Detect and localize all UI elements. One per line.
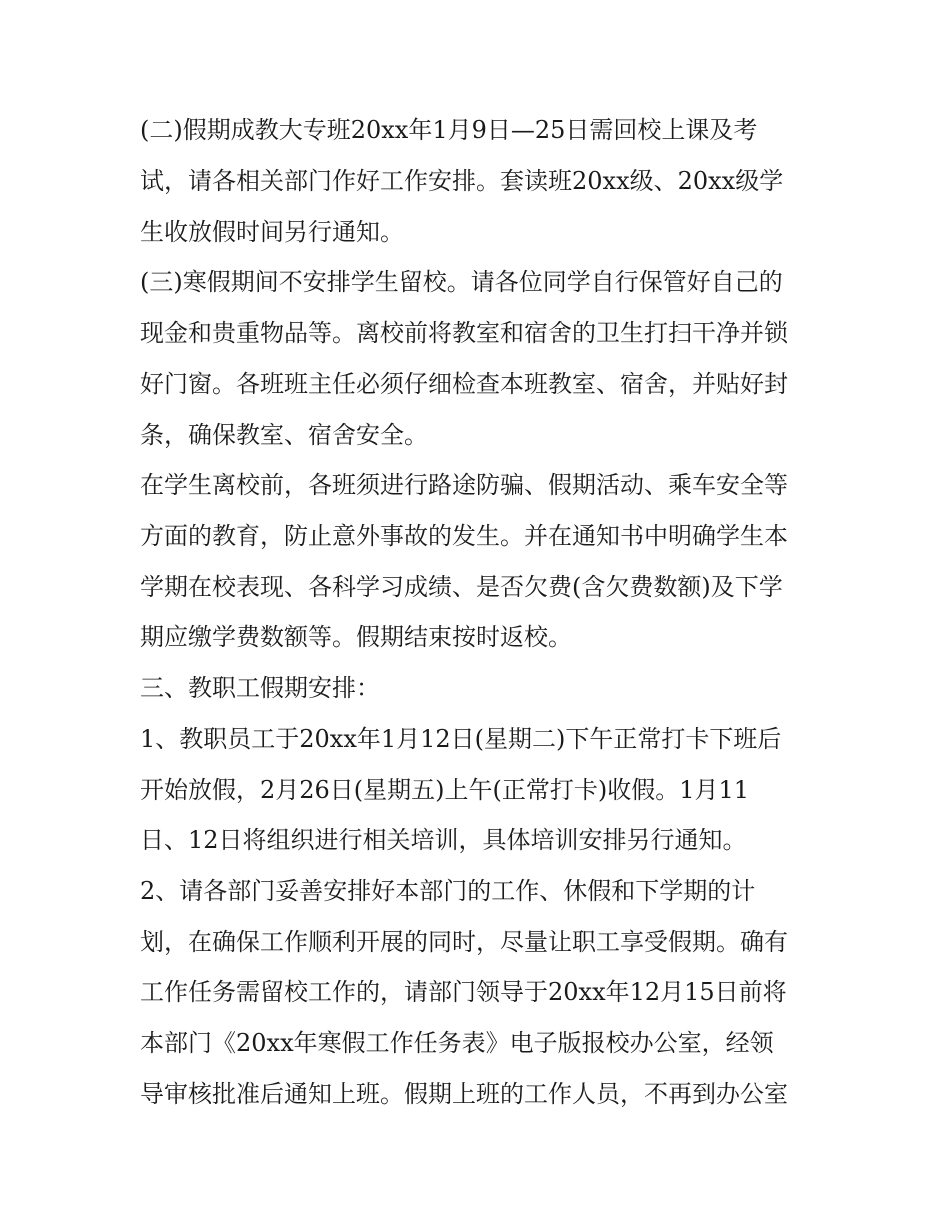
text-line: 开始放假，2月26日(星期五)上午(正常打卡)收假。1月11 [140,776,750,804]
section-heading: 三、教职工假期安排： [140,674,380,702]
text-line: 试，请各相关部门作好工作安排。套读班20xx级、20xx级学 [140,167,784,195]
text-line: 导审核批准后通知上班。假期上班的工作人员，不再到办公室 [140,1080,788,1108]
text-line: 1、教职员工于20xx年1月12日(星期二)下午正常打卡下班后 [140,725,782,753]
text-line: 方面的教育，防止意外事故的发生。并在通知书中明确学生本 [140,522,788,550]
text-line: 本部门《20xx年寒假工作任务表》电子版报校办公室，经领 [140,1029,774,1057]
text-line: 学期在校表现、各科学习成绩、是否欠费(含欠费数额)及下学 [140,573,783,601]
text-line: 工作任务需留校工作的，请部门领导于20xx年12月15日前将 [140,978,787,1006]
text-line: 划，在确保工作顺利开展的同时，尽量让职工享受假期。确有 [140,928,788,956]
text-line: 在学生离校前，各班须进行路途防骗、假期活动、乘车安全等 [140,471,788,499]
text-line: 2、请各部门妥善安排好本部门的工作、休假和下学期的计 [140,877,756,905]
text-line: (二)假期成教大专班20xx年1月9日—25日需回校上课及考 [140,116,758,144]
text-line: 现金和贵重物品等。离校前将教室和宿舍的卫生打扫干净并锁 [140,319,788,347]
text-line: 好门窗。各班班主任必须仔细检查本班教室、宿舍，并贴好封 [140,370,788,398]
text-line: 生收放假时间另行通知。 [140,218,404,246]
text-line: 期应缴学费数额等。假期结束按时返校。 [140,623,572,651]
text-line: 条，确保教室、宿舍安全。 [140,421,428,449]
text-line: (三)寒假期间不安排学生留校。请各位同学自行保管好自己的 [140,268,783,296]
text-line: 日、12日将组织进行相关培训，具体培训安排另行通知。 [140,826,747,854]
